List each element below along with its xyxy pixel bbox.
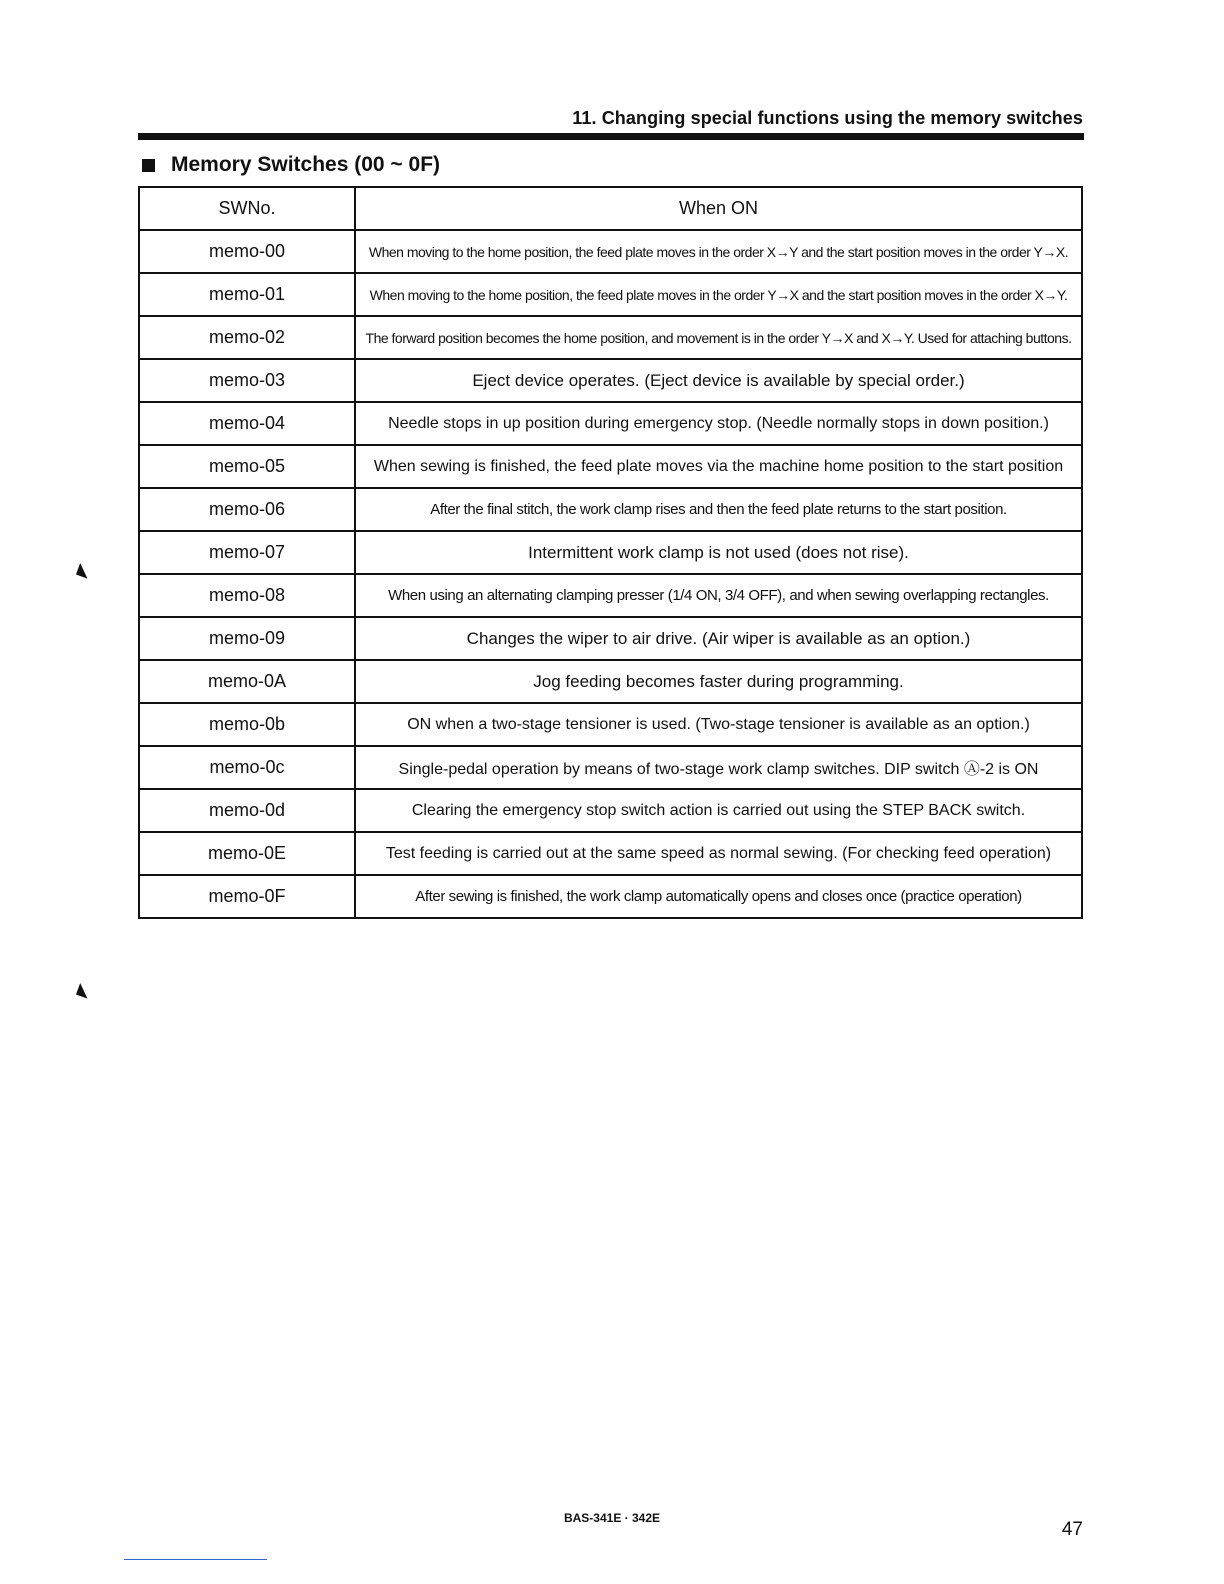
switch-description: Changes the wiper to air drive. (Air wiper is available as an option.) bbox=[355, 617, 1082, 660]
header-rule bbox=[138, 133, 1084, 140]
bottom-divider bbox=[124, 1559, 267, 1560]
switch-description: When moving to the home position, the feed plate moves in the order X→Y and the start position moves in the order Y→X. bbox=[355, 230, 1082, 273]
switch-description: When sewing is finished, the feed plate moves via the machine home position to the start position bbox=[355, 445, 1082, 488]
switch-description: Single-pedal operation by means of two-stage work clamp switches. DIP switch Ⓐ-2 is ON bbox=[355, 746, 1082, 789]
switch-description: Eject device operates. (Eject device is available by special order.) bbox=[355, 359, 1082, 402]
switch-description: The forward position becomes the home position, and movement is in the order Y→X and X→Y. Used for attaching buttons. bbox=[355, 316, 1082, 359]
table-row bbox=[139, 703, 1082, 746]
switch-number: memo-02 bbox=[139, 316, 355, 359]
column-header-swno: SWNo. bbox=[139, 187, 355, 230]
switch-number: memo-08 bbox=[139, 574, 355, 617]
switch-description: After sewing is finished, the work clamp automatically opens and closes once (practice operation) bbox=[355, 875, 1082, 918]
switch-number: memo-05 bbox=[139, 445, 355, 488]
switch-number: memo-03 bbox=[139, 359, 355, 402]
footer-model: BAS-341E · 342E bbox=[563, 1511, 661, 1525]
margin-mark-icon: ◣ bbox=[75, 980, 93, 1001]
table-row bbox=[139, 445, 1082, 488]
switch-description: When using an alternating clamping presser (1/4 ON, 3/4 OFF), and when sewing overlapping rectangles. bbox=[355, 574, 1082, 617]
table-row bbox=[139, 230, 1082, 273]
switch-number: memo-0E bbox=[139, 832, 355, 875]
switch-description: Jog feeding becomes faster during programming. bbox=[355, 660, 1082, 703]
switch-number: memo-01 bbox=[139, 273, 355, 316]
switch-description: Needle stops in up position during emergency stop. (Needle normally stops in down position.) bbox=[355, 402, 1082, 445]
table-row bbox=[139, 316, 1082, 359]
table-row bbox=[139, 660, 1082, 703]
table-row bbox=[139, 531, 1082, 574]
switch-number: memo-0F bbox=[139, 875, 355, 918]
switch-number: memo-09 bbox=[139, 617, 355, 660]
switch-number: memo-0b bbox=[139, 703, 355, 746]
switch-number: memo-07 bbox=[139, 531, 355, 574]
bullet-square-icon bbox=[142, 159, 155, 172]
memory-switch-table bbox=[138, 186, 1083, 919]
column-header-when-on: When ON bbox=[355, 187, 1082, 230]
section-heading-text: Memory Switches (00 ~ 0F) bbox=[171, 153, 441, 176]
table-row bbox=[139, 359, 1082, 402]
table-row bbox=[139, 402, 1082, 445]
table-row bbox=[139, 789, 1082, 832]
margin-mark-icon: ◣ bbox=[75, 560, 93, 581]
page-number: 47 bbox=[1061, 1519, 1083, 1540]
table-row bbox=[139, 875, 1082, 918]
table-row bbox=[139, 746, 1082, 789]
switch-description: Intermittent work clamp is not used (does not rise). bbox=[355, 531, 1082, 574]
switch-description: Clearing the emergency stop switch action is carried out using the STEP BACK switch. bbox=[355, 789, 1082, 832]
table-header-row bbox=[139, 187, 1082, 230]
switch-description: Test feeding is carried out at the same speed as normal sewing. (For checking feed operation) bbox=[355, 832, 1082, 875]
switch-description: After the final stitch, the work clamp rises and then the feed plate returns to the start position. bbox=[355, 488, 1082, 531]
switch-description: When moving to the home position, the feed plate moves in the order Y→X and the start position moves in the order X→Y. bbox=[355, 273, 1082, 316]
table-row bbox=[139, 832, 1082, 875]
switch-description: ON when a two-stage tensioner is used. (Two-stage tensioner is available as an option.) bbox=[355, 703, 1082, 746]
table-row bbox=[139, 488, 1082, 531]
table-row bbox=[139, 617, 1082, 660]
switch-number: memo-0d bbox=[139, 789, 355, 832]
section-heading bbox=[142, 153, 440, 177]
page-header-title: 11. Changing special functions using the memory switches bbox=[572, 108, 1083, 128]
switch-number: memo-04 bbox=[139, 402, 355, 445]
switch-number: memo-00 bbox=[139, 230, 355, 273]
switch-number: memo-06 bbox=[139, 488, 355, 531]
switch-number: memo-0c bbox=[139, 746, 355, 789]
switch-number: memo-0A bbox=[139, 660, 355, 703]
table-row bbox=[139, 273, 1082, 316]
table-row bbox=[139, 574, 1082, 617]
